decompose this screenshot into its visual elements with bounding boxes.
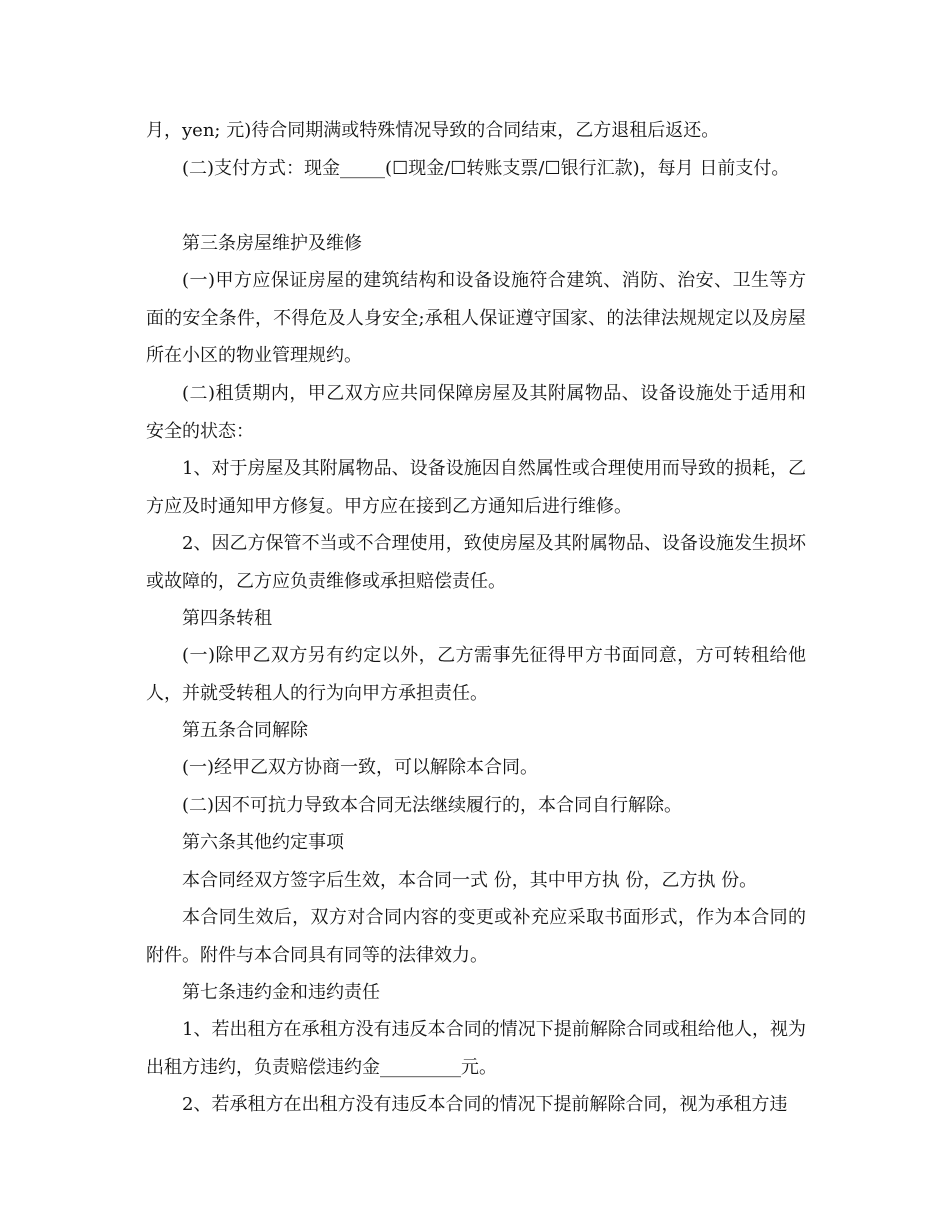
paragraph-article-5-2: (二)因不可抗力导致本合同无法继续履行的，本合同自行解除。 [182,795,683,816]
paragraph-article-3-1: (一)甲方应保证房屋的建筑结构和设备设施符合建筑、消防、治安、卫生等方面的安全条件，不得危及人身安全;承租人保证遵守国家、的法律法规规定以及房屋所在小区的物业管理规约。 [146,270,806,366]
heading-article-3: 第三条房屋维护及维修 [182,233,362,254]
paragraph-payment-method: (二)支付方式：现金_____(☐现金/☐转账支票/☐银行汇款)，每月 日前支付。 [182,158,790,179]
paragraph-article-3-2-1: 1、对于房屋及其附属物品、设备设施因自然属性或合理使用而导致的损耗，乙方应及时通知甲方修复。甲方应在接到乙方通知后进行维修。 [146,458,806,517]
paragraph-article-7-1: 1、若出租方在承租方没有违反本合同的情况下提前解除合同或租给他人，视为出租方违约，负责赔偿违约金_________元。 [146,1019,806,1078]
paragraph-deposit-return: 月，yen; 元)待合同期满或特殊情况导致的合同结束，乙方退租后返还。 [146,120,720,141]
paragraph-article-4-1: (一)除甲乙双方另有约定以外，乙方需事先征得甲方书面同意，方可转租给他人，并就受转租人的行为向甲方承担责任。 [146,645,806,704]
paragraph-article-3-2: (二)租赁期内，甲乙双方应共同保障房屋及其附属物品、设备设施处于适用和安全的状态： [146,383,806,442]
paragraph-article-6-1: 本合同经双方签字后生效，本合同一式 份，其中甲方执 份，乙方执 份。 [182,870,758,891]
paragraph-article-5-1: (一)经甲乙双方协商一致，可以解除本合同。 [182,757,539,778]
heading-article-6: 第六条其他约定事项 [182,832,344,853]
heading-article-7: 第七条违约金和违约责任 [182,982,380,1003]
paragraph-article-6-2: 本合同生效后，双方对合同内容的变更或补充应采取书面形式，作为本合同的附件。附件与本合同具有同等的法律效力。 [146,907,806,966]
paragraph-article-7-2: 2、若承租方在出租方没有违反本合同的情况下提前解除合同，视为承租方违 [182,1094,788,1115]
heading-article-5: 第五条合同解除 [182,720,308,741]
heading-article-4: 第四条转租 [182,608,272,629]
paragraph-article-3-2-2: 2、因乙方保管不当或不合理使用，致使房屋及其附属物品、设备设施发生损坏或故障的，乙方应负责维修或承担赔偿责任。 [146,533,806,592]
